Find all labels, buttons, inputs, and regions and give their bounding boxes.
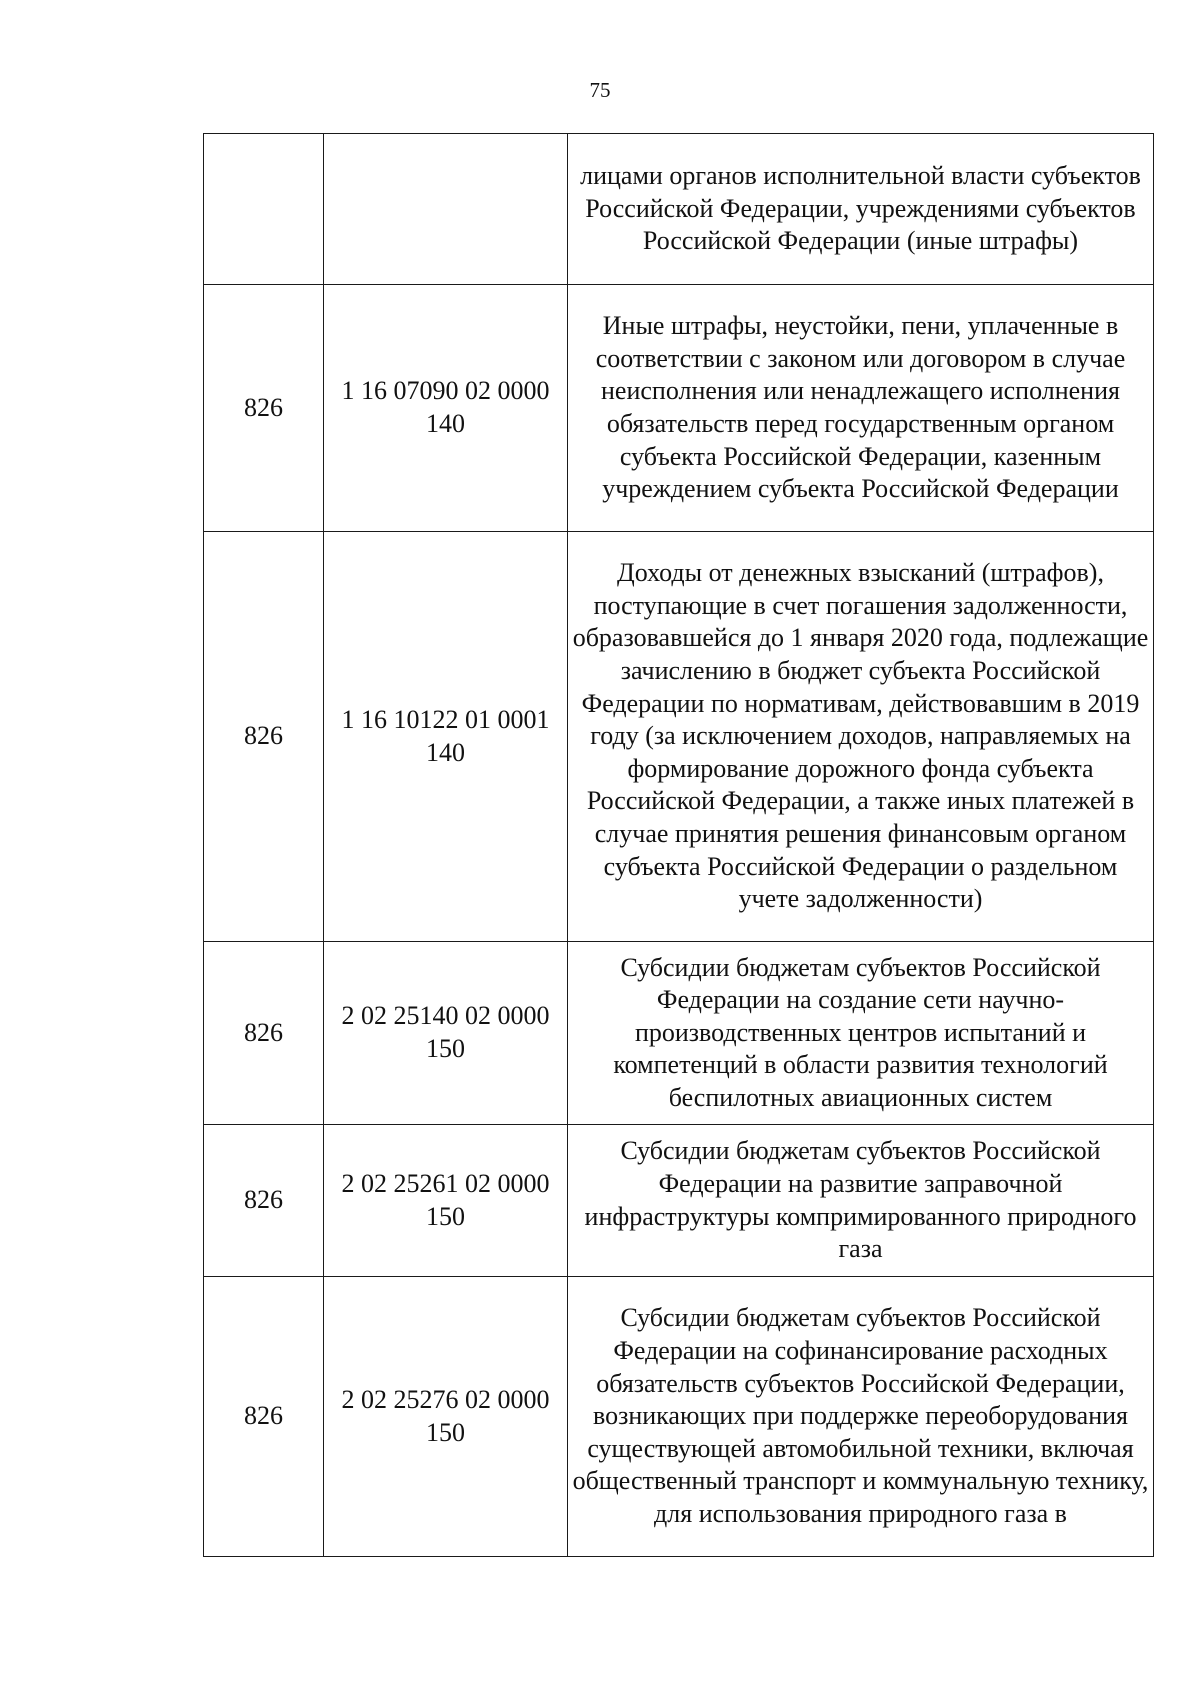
budget-code-line: 150 (426, 1201, 465, 1231)
budget-code-cell (324, 942, 568, 1125)
admin-code-cell (204, 134, 324, 285)
table-row (204, 134, 1154, 285)
budget-code-line: 1 16 10122 01 0001 (341, 704, 550, 734)
table-row (204, 532, 1154, 942)
table-row (204, 285, 1154, 532)
admin-code-cell: 826 (204, 1277, 324, 1557)
budget-code-cell (324, 285, 568, 532)
table-row (204, 1277, 1154, 1557)
budget-code-line: 2 02 25261 02 0000 (341, 1168, 550, 1198)
table-row (204, 1125, 1154, 1277)
budget-code-line: 2 02 25276 02 0000 (341, 1384, 550, 1414)
description-cell: Доходы от денежных взысканий (штрафов), поступающие в счет погашения задолженности, образовавшейся до 1 января 2020 года, подлежащие зачислению в бюджет субъекта Российской Федерации по нормативам, действовавшим в 2019 году (за исключением доходов, направляемых на формирование дорожного фонда субъекта Российской Федерации, а также иных платежей в случае принятия решения финансовым органом субъекта Российской Федерации о раздельном учете задолженности) (568, 532, 1154, 942)
budget-code-line: 1 16 07090 02 0000 (341, 376, 550, 406)
budget-code-cell (324, 134, 568, 285)
budget-code-cell (324, 1277, 568, 1557)
budget-classification-table (203, 133, 1154, 1557)
budget-code-line: 150 (426, 1417, 465, 1447)
description-cell: Иные штрафы, неустойки, пени, уплаченные в соответствии с законом или договором в случае неисполнения или ненадлежащего исполнения обязательств перед государственным органом субъекта Российской Федерации, казенным учреждением субъекта Российской Федерации (568, 285, 1154, 532)
budget-code-cell (324, 532, 568, 942)
table-row (204, 942, 1154, 1125)
budget-code-line: 140 (426, 737, 465, 767)
budget-code-line: 2 02 25140 02 0000 (341, 1001, 550, 1031)
admin-code-cell: 826 (204, 942, 324, 1125)
admin-code-cell: 826 (204, 1125, 324, 1277)
admin-code-cell: 826 (204, 285, 324, 532)
page-number: 75 (589, 78, 611, 102)
description-cell: Субсидии бюджетам субъектов Российской Федерации на развитие заправочной инфраструктуры компримированного природного газа (568, 1125, 1154, 1277)
admin-code-cell: 826 (204, 532, 324, 942)
description-cell: Субсидии бюджетам субъектов Российской Федерации на создание сети научно-производственных центров испытаний и компетенций в области развития технологий беспилотных авиационных систем (568, 942, 1154, 1125)
budget-code-line: 140 (426, 409, 465, 438)
budget-code-line: 150 (426, 1034, 465, 1063)
budget-code-cell (324, 1125, 568, 1277)
description-cell: Субсидии бюджетам субъектов Российской Федерации на софинансирование расходных обязательств субъектов Российской Федерации, возникающих при поддержке переоборудования существующей автомобильной техники, включая общественный транспорт и коммунальную технику, для использования природного газа в (568, 1277, 1154, 1557)
description-cell: лицами органов исполнительной власти субъектов Российской Федерации, учреждениями субъектов Российской Федерации (иные штрафы) (568, 134, 1154, 285)
